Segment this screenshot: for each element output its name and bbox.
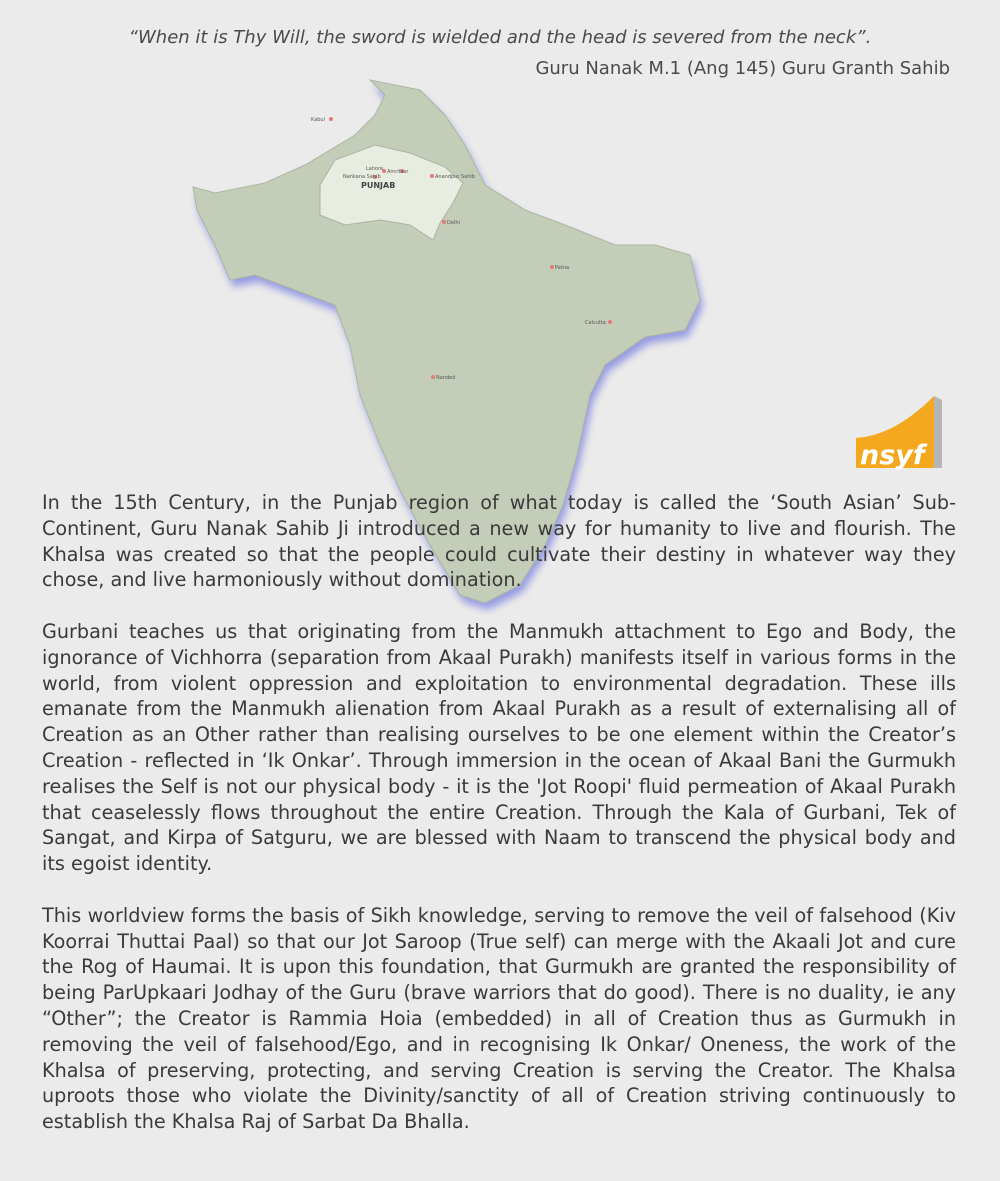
label-anandpur-sahib: Anandpur Sahib xyxy=(435,174,475,180)
marker-anandpur-sahib xyxy=(430,174,434,178)
logo-side-panel xyxy=(934,396,942,468)
paragraph-worldview: This worldview forms the basis of Sikh knowledge, serving to remove the veil of falsehood (Kiv Koorrai Thuttai Paal) so that our Jot Saroop (True self) can merge with the Akaali Jot and cure the Rog of Haumai. It is upon this foundation, that Gurmukh are granted the responsibility of being ParUpkaari Jodhay of the Guru (brave warriors that do good). There is no duality, ie any “Other”; the Creator is Rammia Hoia (embedded) in all of Creation thus as Gurmukh in removing the veil of falsehood/Ego, and in recognising Ik Onkar/ Oneness, the work of the Khalsa of preserving, protecting, and serving Creation is serving the Creator. The Khalsa uproots those who violate the Divinity/sanctity of all of Creation striving continuously to establish the Khalsa Raj of Sarbat Da Bhalla. xyxy=(42,903,956,1134)
paragraph-intro: In the 15th Century, in the Punjab region of what today is called the ‘South Asian’ Sub-Continent, Guru Nanak Sahib Ji introduced a new way for humanity to live and flourish. The Khalsa was created so that the people could cultivate their destiny in whatever way they chose, and live harmoniously without domination. xyxy=(42,491,956,592)
logo-text: nsyf xyxy=(860,440,925,470)
paragraph-gurbani: Gurbani teaches us that originating from the Manmukh attachment to Ego and Body, the ignorance of Vichhorra (separation from Akaal Purakh) manifests itself in various forms in the world, from violent oppression and exploitation to environmental degradation. These ills emanate from the Manmukh alienation from Akaal Purakh as a result of externalising all of Creation as an Other rather than realising ourselves to be one element within the Creator’s Creation - reflected in ‘Ik Onkar’. Through immersion in the ocean of Akaal Bani the Gurmukh realises the Self is not our physical body - it is the 'Jot Roopi' fluid permeation of Akaal Purakh that ceaselessly flows throughout the entire Creation. Through the Kala of Gurbani, Tek of Sangat, and Kirpa of Satguru, we are blessed with Naam to transcend the physical body and its egoist identity. xyxy=(42,619,956,876)
label-delhi: Delhi xyxy=(447,220,460,226)
marker-nanded xyxy=(431,375,435,379)
label-patna: Patna xyxy=(555,265,570,271)
nsyf-logo xyxy=(854,394,944,470)
label-calcutta: Calcutta xyxy=(585,320,606,326)
label-lahore: Lahore xyxy=(366,166,384,172)
marker-patna xyxy=(550,265,554,269)
article-body xyxy=(42,490,956,1161)
label-punjab: PUNJAB xyxy=(361,181,396,190)
quote: “When it is Thy Will, the sword is wielded and the head is severed from the neck”. xyxy=(128,27,872,48)
label-amritsar: Amritsar xyxy=(387,169,409,175)
quote-attribution: Guru Nanak M.1 (Ang 145) Guru Granth Sahib xyxy=(535,58,950,79)
marker-calcutta xyxy=(608,320,612,324)
marker-kabul xyxy=(329,117,333,121)
label-kabul: Kabul xyxy=(311,117,325,123)
label-nanded: Nanded xyxy=(436,375,456,381)
label-nankana-sahib: Nankana Sahib xyxy=(343,174,381,180)
marker-delhi xyxy=(442,220,446,224)
